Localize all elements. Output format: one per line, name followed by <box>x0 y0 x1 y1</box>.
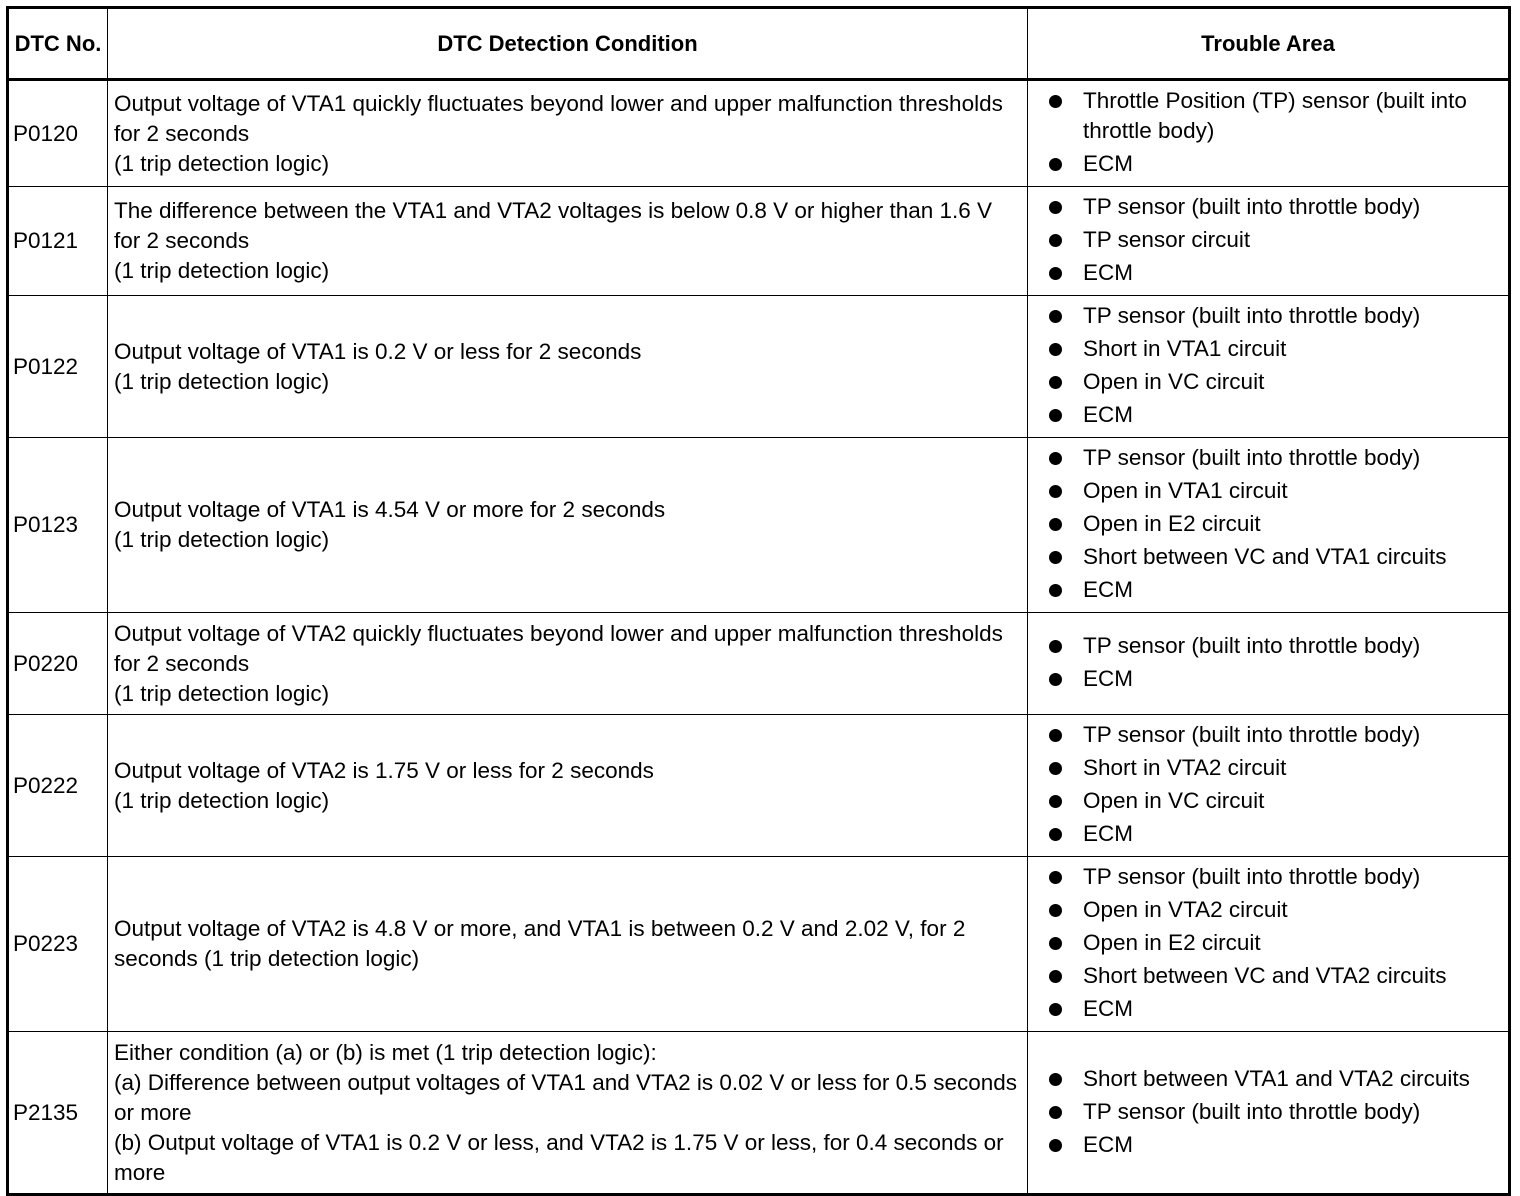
trouble-area-text: ECM <box>1083 577 1133 602</box>
trouble-area-text: ECM <box>1083 260 1133 285</box>
trouble-area-item <box>1028 542 1500 572</box>
trouble-area-item <box>1028 631 1500 661</box>
bullet-icon <box>1049 729 1062 742</box>
trouble-area <box>1028 613 1510 715</box>
trouble-area <box>1028 296 1510 438</box>
trouble-area-list <box>1028 631 1500 694</box>
trouble-area-text: TP sensor (built into throttle body) <box>1083 633 1421 658</box>
trouble-area-text: Open in VC circuit <box>1083 369 1265 394</box>
trouble-area <box>1028 187 1510 296</box>
bullet-icon <box>1049 158 1062 171</box>
table-row <box>8 715 1510 857</box>
trouble-area-text: Short in VTA2 circuit <box>1083 755 1287 780</box>
trouble-area-item <box>1028 575 1500 605</box>
bullet-icon <box>1049 343 1062 356</box>
condition-line: Output voltage of VTA1 quickly fluctuates beyond lower and upper malfunction thresholds for 2 seconds <box>114 90 1003 146</box>
condition-line: Output voltage of VTA2 quickly fluctuates beyond lower and upper malfunction thresholds for 2 seconds <box>114 620 1003 676</box>
bullet-icon <box>1049 1073 1062 1086</box>
trouble-area-text: Open in VTA2 circuit <box>1083 897 1288 922</box>
bullet-icon <box>1049 762 1062 775</box>
trouble-area-text: TP sensor (built into throttle body) <box>1083 194 1421 219</box>
condition-line: Output voltage of VTA2 is 4.8 V or more, and VTA1 is between 0.2 V and 2.02 V, for 2 seconds (1 trip detection logic) <box>114 916 966 971</box>
dtc-code: P0120 <box>8 80 108 187</box>
table-row <box>8 80 1510 187</box>
bullet-icon <box>1049 828 1062 841</box>
trouble-area-text: ECM <box>1083 1131 1133 1157</box>
detection-condition <box>108 715 1028 857</box>
condition-line: (1 trip detection logic) <box>114 368 330 394</box>
table-row <box>8 1032 1510 1195</box>
trouble-area-item <box>1028 86 1500 146</box>
trouble-area-text: Open in E2 circuit <box>1083 930 1261 955</box>
bullet-icon <box>1049 584 1062 597</box>
condition-line: (1 trip detection logic) <box>114 680 330 706</box>
detection-condition <box>108 438 1028 613</box>
trouble-area <box>1028 438 1510 613</box>
table-row <box>8 296 1510 438</box>
bullet-icon <box>1049 376 1062 389</box>
bullet-icon <box>1049 1106 1062 1119</box>
trouble-area-list <box>1028 720 1500 849</box>
trouble-area-item <box>1028 1130 1500 1160</box>
detection-condition <box>108 1032 1028 1195</box>
trouble-area-item <box>1028 1064 1500 1094</box>
bullet-icon <box>1049 551 1062 564</box>
table-body <box>8 80 1510 1195</box>
trouble-area-item <box>1028 367 1500 397</box>
trouble-area-item <box>1028 753 1500 783</box>
table-row <box>8 857 1510 1032</box>
bullet-icon <box>1049 640 1062 653</box>
detection-condition <box>108 296 1028 438</box>
detection-condition <box>108 80 1028 187</box>
trouble-area-list <box>1028 1064 1500 1160</box>
trouble-area <box>1028 80 1510 187</box>
dtc-code: P0121 <box>8 187 108 296</box>
bullet-icon <box>1049 871 1062 884</box>
table-row <box>8 438 1510 613</box>
bullet-icon <box>1049 485 1062 498</box>
trouble-area-text: ECM <box>1083 402 1133 427</box>
condition-line: Output voltage of VTA2 is 1.75 V or less for 2 seconds <box>114 757 654 783</box>
trouble-area-item <box>1028 476 1500 506</box>
trouble-area-item <box>1028 225 1500 255</box>
trouble-area-text: Open in VC circuit <box>1083 788 1265 813</box>
bullet-icon <box>1049 795 1062 808</box>
trouble-area <box>1028 715 1510 857</box>
trouble-area-item <box>1028 664 1500 694</box>
trouble-area-item <box>1028 400 1500 430</box>
bullet-icon <box>1049 95 1062 108</box>
trouble-area-text: Open in E2 circuit <box>1083 511 1261 536</box>
bullet-icon <box>1049 673 1062 686</box>
trouble-area-text: Short in VTA1 circuit <box>1083 336 1287 361</box>
header-detection-condition: DTC Detection Condition <box>108 8 1028 80</box>
bullet-icon <box>1049 518 1062 531</box>
trouble-area-text: ECM <box>1083 666 1133 691</box>
condition-line: (1 trip detection logic) <box>114 527 330 552</box>
condition-line: (b) Output voltage of VTA1 is 0.2 V or less, and VTA2 is 1.75 V or less, for 0.4 seconds or more <box>114 1129 1004 1185</box>
trouble-area-item <box>1028 301 1500 331</box>
trouble-area-text: ECM <box>1083 996 1133 1021</box>
table-row <box>8 187 1510 296</box>
trouble-area-item <box>1028 258 1500 288</box>
trouble-area-text: Throttle Position (TP) sensor (built into throttle body) <box>1083 88 1467 143</box>
dtc-code: P0220 <box>8 613 108 715</box>
bullet-icon <box>1049 409 1062 422</box>
trouble-area <box>1028 857 1510 1032</box>
condition-line: (1 trip detection logic) <box>114 258 330 283</box>
trouble-area-text: Open in VTA1 circuit <box>1083 478 1288 503</box>
trouble-area-text: TP sensor (built into throttle body) <box>1083 722 1421 747</box>
bullet-icon <box>1049 267 1062 280</box>
trouble-area-item <box>1028 961 1500 991</box>
condition-line: The difference between the VTA1 and VTA2 voltages is below 0.8 V or higher than 1.6 V for 2 seconds <box>114 198 993 253</box>
dtc-code: P0222 <box>8 715 108 857</box>
trouble-area-item <box>1028 819 1500 849</box>
trouble-area-list <box>1028 862 1500 1024</box>
trouble-area-text: TP sensor (built into throttle body) <box>1083 303 1421 328</box>
condition-line: Output voltage of VTA1 is 0.2 V or less for 2 seconds <box>114 338 642 364</box>
trouble-area-list <box>1028 86 1500 179</box>
dtc-table <box>6 6 1511 1196</box>
dtc-code: P0223 <box>8 857 108 1032</box>
bullet-icon <box>1049 1139 1062 1152</box>
condition-line: (1 trip detection logic) <box>114 150 330 176</box>
trouble-area <box>1028 1032 1510 1195</box>
trouble-area-text: Short between VTA1 and VTA2 circuits <box>1083 1065 1470 1091</box>
bullet-icon <box>1049 234 1062 247</box>
trouble-area-item <box>1028 720 1500 750</box>
trouble-area-item <box>1028 928 1500 958</box>
condition-line: (1 trip detection logic) <box>114 787 330 813</box>
trouble-area-list <box>1028 301 1500 430</box>
detection-condition <box>108 187 1028 296</box>
dtc-code: P2135 <box>8 1032 108 1195</box>
trouble-area-item <box>1028 994 1500 1024</box>
trouble-area-item <box>1028 443 1500 473</box>
table-row <box>8 613 1510 715</box>
trouble-area-item <box>1028 1097 1500 1127</box>
trouble-area-text: ECM <box>1083 821 1133 846</box>
bullet-icon <box>1049 1003 1062 1016</box>
trouble-area-text: ECM <box>1083 151 1133 176</box>
trouble-area-item <box>1028 895 1500 925</box>
bullet-icon <box>1049 201 1062 214</box>
trouble-area-item <box>1028 334 1500 364</box>
trouble-area-item <box>1028 786 1500 816</box>
header-row <box>8 8 1510 80</box>
header-trouble-area: Trouble Area <box>1028 8 1510 80</box>
detection-condition <box>108 857 1028 1032</box>
trouble-area-item <box>1028 192 1500 222</box>
bullet-icon <box>1049 310 1062 323</box>
trouble-area-text: Short between VC and VTA1 circuits <box>1083 544 1447 569</box>
trouble-area-text: TP sensor circuit <box>1083 227 1251 252</box>
trouble-area-item <box>1028 509 1500 539</box>
condition-line: Output voltage of VTA1 is 4.54 V or more for 2 seconds <box>114 497 666 522</box>
bullet-icon <box>1049 937 1062 950</box>
detection-condition <box>108 613 1028 715</box>
trouble-area-list <box>1028 192 1500 288</box>
condition-line: (a) Difference between output voltages of VTA1 and VTA2 is 0.02 V or less for 0.5 seconds or more <box>114 1069 1017 1125</box>
trouble-area-text: TP sensor (built into throttle body) <box>1083 864 1421 889</box>
bullet-icon <box>1049 904 1062 917</box>
trouble-area-text: Short between VC and VTA2 circuits <box>1083 963 1447 988</box>
header-dtc-no: DTC No. <box>8 8 108 80</box>
condition-line: Either condition (a) or (b) is met (1 trip detection logic): <box>114 1039 657 1065</box>
bullet-icon <box>1049 970 1062 983</box>
trouble-area-text: TP sensor (built into throttle body) <box>1083 445 1421 470</box>
trouble-area-text: TP sensor (built into throttle body) <box>1083 1098 1421 1124</box>
dtc-code: P0123 <box>8 438 108 613</box>
trouble-area-item <box>1028 149 1500 179</box>
trouble-area-item <box>1028 862 1500 892</box>
bullet-icon <box>1049 452 1062 465</box>
trouble-area-list <box>1028 443 1500 605</box>
dtc-code: P0122 <box>8 296 108 438</box>
